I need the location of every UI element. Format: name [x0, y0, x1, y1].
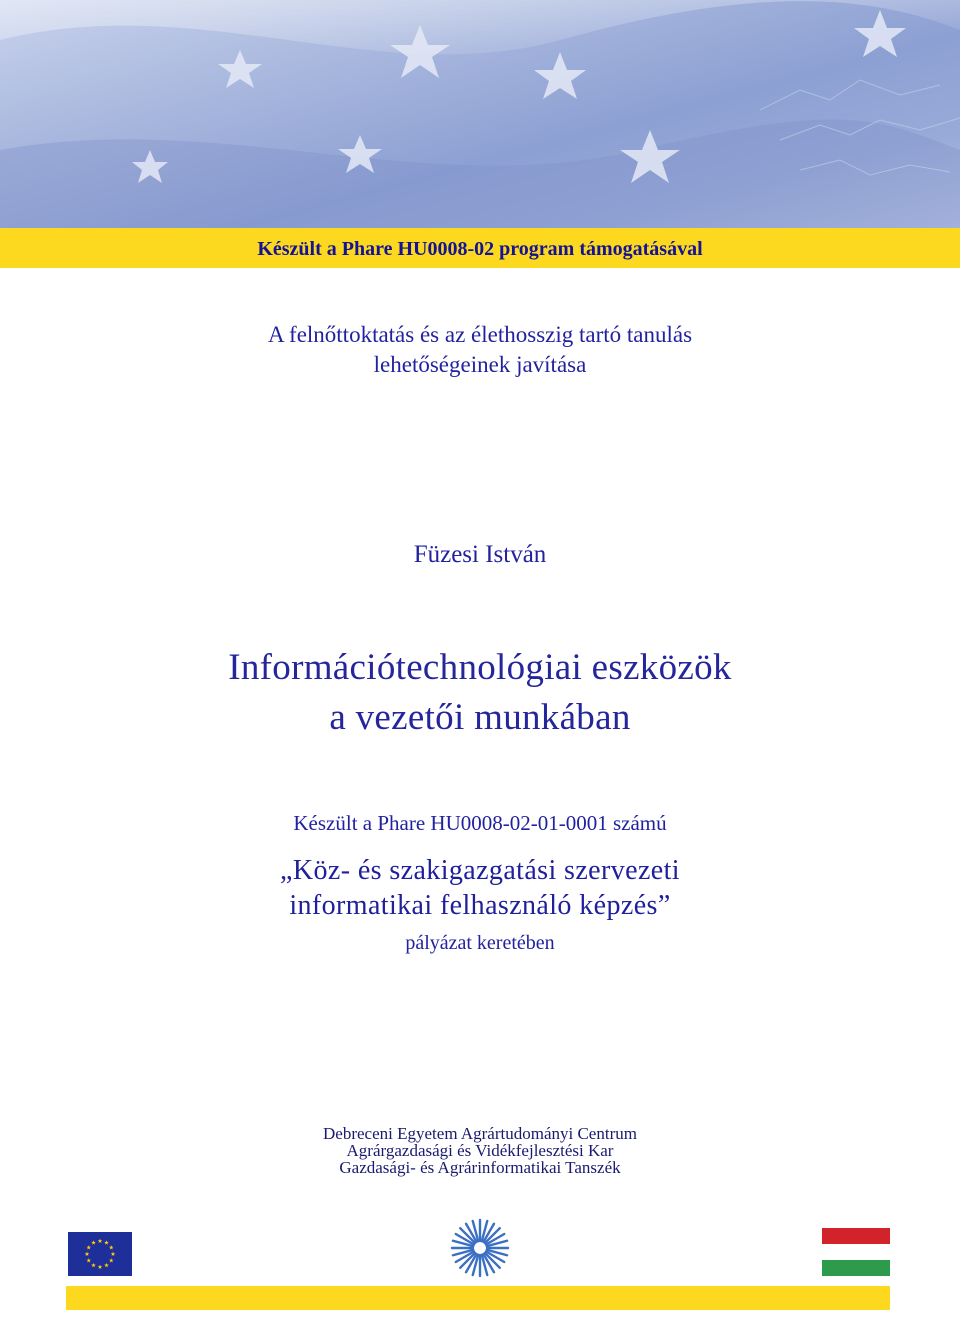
flag-stars-icon — [0, 0, 960, 228]
institution-line-2: Agrárgazdasági és Vidékfejlesztési Kar — [346, 1141, 614, 1160]
hungarian-flag-icon — [822, 1228, 890, 1276]
document-title-line-2: a vezetői munkában — [329, 697, 631, 738]
institution-line-3: Gazdasági- és Agrárinformatikai Tanszék — [339, 1158, 621, 1177]
subtitle-line-2: lehetőségeinek javítása — [373, 352, 587, 377]
footer-band — [66, 1286, 890, 1310]
program-outro: pályázat keretében — [405, 932, 555, 954]
program-name-line-2: informatikai felhasználó képzés” — [289, 890, 671, 921]
program-name-line-1: „Köz- és szakigazgatási szervezeti — [280, 855, 680, 886]
eu-flag-banner — [0, 0, 960, 228]
document-title-line-1: Információtechnológiai eszközök — [228, 647, 732, 688]
institution-line-1: Debreceni Egyetem Agrártudományi Centrum — [323, 1124, 637, 1143]
support-line: Készült a Phare HU0008-02 program támogatásával — [257, 238, 703, 260]
eu-flag-icon — [68, 1232, 132, 1276]
program-intro: Készült a Phare HU0008-02-01-0001 számú — [293, 811, 667, 835]
subtitle-line-1: A felnőttoktatás és az élethosszig tartó tanulás — [267, 322, 693, 347]
author-name: Füzesi István — [413, 541, 547, 568]
sunburst-logo-icon — [450, 1218, 510, 1278]
